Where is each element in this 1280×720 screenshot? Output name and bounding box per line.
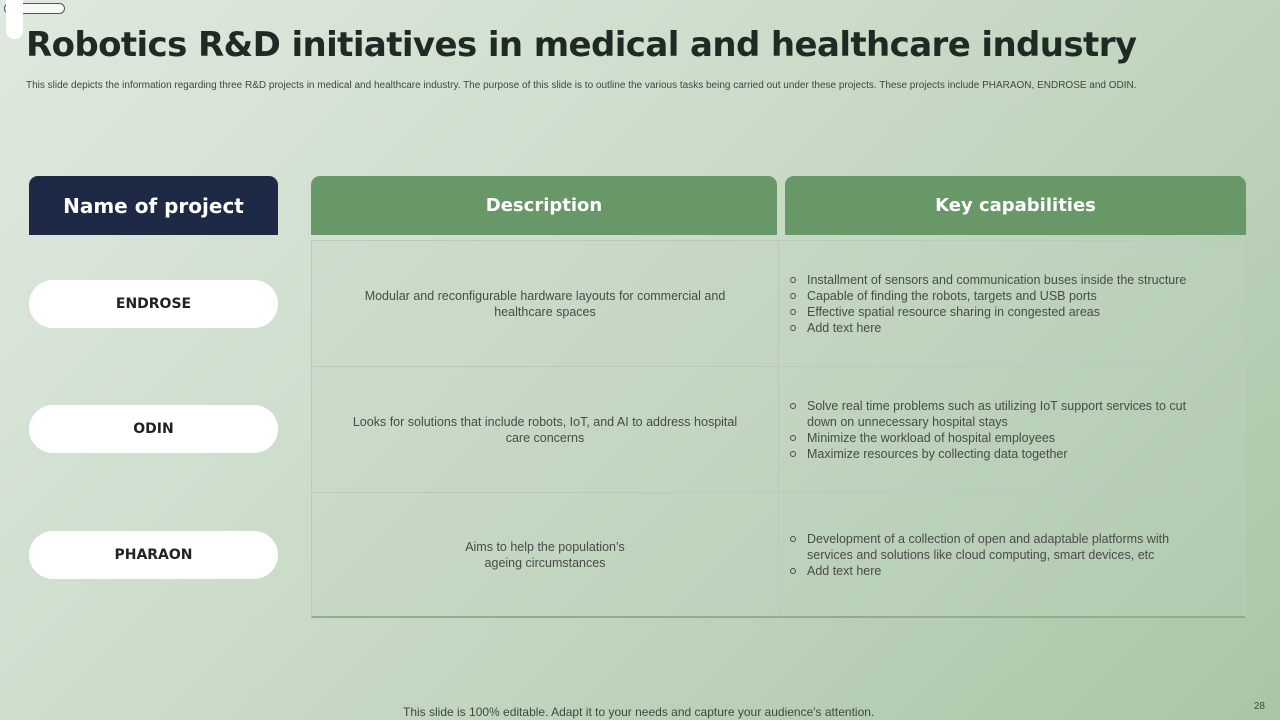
description-cell-endrose	[312, 241, 779, 367]
capability-item: Add text here	[789, 320, 1186, 336]
name-of-project-header: Name of project	[29, 176, 278, 235]
description-text: Modular and reconfigurable hardware layouts for commercial and healthcare spaces	[364, 288, 726, 319]
slide-subtitle: This slide depicts the information regarding three R&D projects in medical and healthcare industry. The purpose of this slide is to outline the various tasks being carried out under these projects. These projects include PHARAON, ENDROSE and ODIN.	[26, 80, 1137, 91]
description-header: Description	[311, 176, 777, 235]
project-pill-odin: ODIN	[29, 405, 278, 453]
capability-item: Installment of sensors and communication buses inside the structure	[789, 272, 1186, 288]
capabilities-cell-odin	[779, 367, 1245, 493]
capability-item: Development of a collection of open and adaptable platforms with services and solutions like cloud computing, smart devices, etc	[789, 531, 1215, 563]
description-cell-odin	[312, 367, 779, 493]
description-text: Aims to help the population’s ageing circumstances	[465, 540, 625, 570]
slide-corner-tab	[6, 0, 23, 39]
capabilities-list	[789, 272, 1186, 336]
capabilities-cell-pharaon	[779, 493, 1245, 617]
projects-table	[311, 240, 1246, 618]
capabilities-list	[789, 531, 1215, 579]
capability-item: Solve real time problems such as utilizing IoT support services to cut down on unnecessary hospital stays	[789, 398, 1215, 430]
description-cell-pharaon	[312, 493, 779, 617]
slide-title: Robotics R&D initiatives in medical and healthcare industry	[26, 25, 1137, 65]
capability-item: Add text here	[789, 563, 1215, 579]
capability-item: Capable of finding the robots, targets and USB ports	[789, 288, 1186, 304]
capabilities-list	[789, 398, 1215, 462]
slide-footer-note: This slide is 100% editable. Adapt it to your needs and capture your audience's attention.	[403, 705, 875, 719]
capability-item: Effective spatial resource sharing in congested areas	[789, 304, 1186, 320]
capability-item: Maximize resources by collecting data together	[789, 446, 1215, 462]
description-text: Looks for solutions that include robots, IoT, and AI to address hospital care concerns	[352, 414, 738, 445]
key-capabilities-header: Key capabilities	[785, 176, 1246, 235]
project-pill-pharaon: PHARAON	[29, 531, 278, 579]
page-number: 28	[1253, 701, 1265, 712]
capability-item: Minimize the workload of hospital employees	[789, 430, 1215, 446]
project-pill-endrose: ENDROSE	[29, 280, 278, 328]
capabilities-cell-endrose	[779, 241, 1245, 367]
